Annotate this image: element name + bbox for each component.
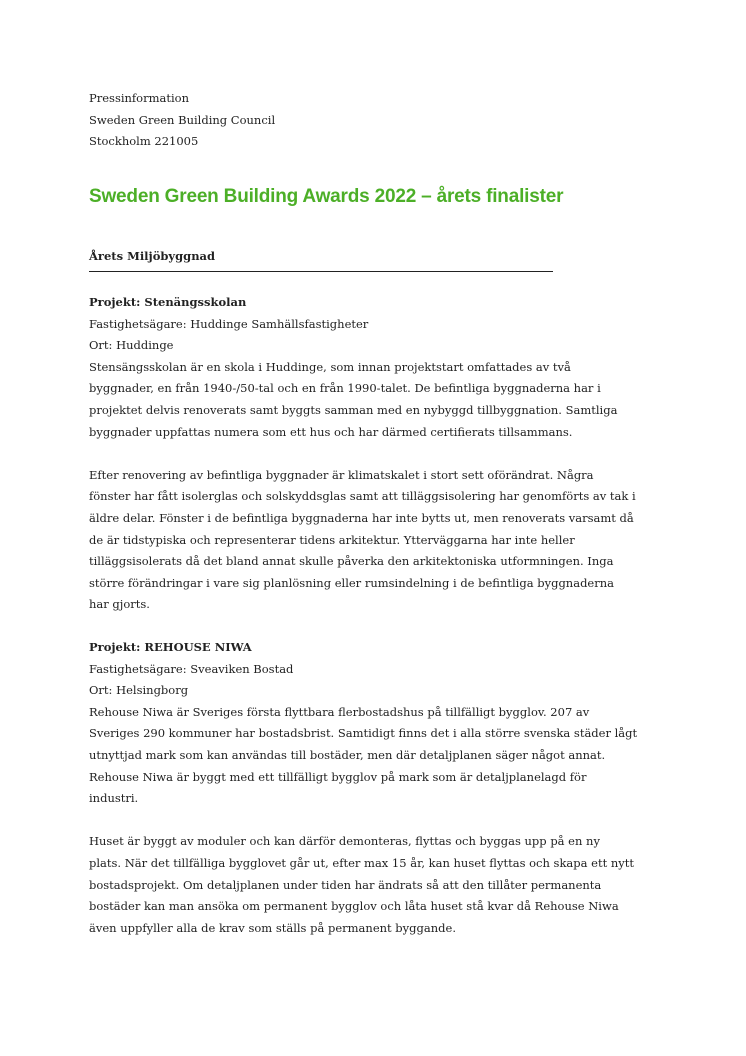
- paragraph-line: industri.: [89, 791, 139, 806]
- paragraph-line: projektet delvis renoverats samt byggts samman med en nybyggd tillbyggnation. Samtliga: [89, 402, 618, 417]
- paragraph-line: fönster har fått isolerglas och solskyddsglas samt att tilläggsisolering har genomförts av tak i: [89, 489, 636, 504]
- paragraph-line: bostadsprojekt. Om detaljplanen under tiden har ändrats så att den tillåter permanenta: [89, 877, 602, 892]
- project-entry: [89, 637, 638, 939]
- header-line-organization: Sweden Green Building Council: [89, 112, 276, 127]
- paragraph-line: större förändringar i vare sig planlösning eller rumsindelning i de befintliga byggnaderna: [89, 575, 615, 590]
- paragraph-line: byggnader, en från 1940-/50-tal och en från 1990-talet. De befintliga byggnaderna har i: [89, 381, 601, 396]
- project-paragraph: [89, 831, 635, 939]
- paragraph-line: har gjorts.: [89, 597, 150, 612]
- paragraph-line: utnyttjad mark som kan användas till bostäder, men där detaljplanen säger något annat.: [89, 747, 606, 762]
- project-name: Projekt: Stenängsskolan: [89, 295, 247, 309]
- project-owner: Fastighetsägare: Sveaviken Bostad: [89, 661, 294, 676]
- paragraph-line: Sveriges 290 kommuner har bostadsbrist. Samtidigt finns det i alla större svenska städer lågt: [89, 726, 638, 741]
- paragraph-line: Rehouse Niwa är byggt med ett tillfälligt bygglov på mark som är detaljplanelagd för: [89, 769, 587, 784]
- project-paragraph: [89, 702, 638, 810]
- paragraph-line: även uppfyller alla de krav som ställs på permanent byggande.: [89, 920, 456, 935]
- paragraph-line: Stensängsskolan är en skola i Huddinge, som innan projektstart omfattades av två: [89, 359, 571, 374]
- paragraph-line: bostäder kan man ansöka om permanent bygglov och låta huset stå kvar då Rehouse Niwa: [89, 899, 619, 914]
- header-line-press-info: Pressinformation: [89, 91, 189, 105]
- section-divider: [89, 271, 553, 272]
- paragraph-line: Efter renovering av befintliga byggnader är klimatskalet i stort sett oförändrat. Några: [89, 467, 594, 482]
- paragraph-line: tilläggsisolerats då det bland annat skulle påverka den arkitektoniska utformningen. Inga: [89, 554, 614, 569]
- project-owner: Fastighetsägare: Huddinge Samhällsfastigheter: [89, 316, 369, 331]
- project-location: Ort: Helsingborg: [89, 683, 189, 698]
- project-name: Projekt: REHOUSE NIWA: [89, 640, 252, 654]
- project-paragraph: [89, 357, 618, 443]
- paragraph-line: äldre delar. Fönster i de befintliga byggnaderna har inte bytts ut, men renoverats varsamt då: [89, 510, 634, 525]
- page-title: Sweden Green Building Awards 2022 – årets finalister: [89, 186, 564, 207]
- paragraph-line: byggnader uppfattas numera som ett hus och har därmed certifierats tillsammans.: [89, 424, 573, 439]
- project-entry: [89, 292, 636, 616]
- paragraph-line: Huset är byggt av moduler och kan därför demonteras, flyttas och byggas upp på en ny: [89, 834, 600, 849]
- section-heading: Årets Miljöbyggnad: [89, 249, 216, 263]
- project-location: Ort: Huddinge: [89, 338, 174, 353]
- press-header: [89, 88, 275, 153]
- paragraph-line: de är tidstypiska och representerar tidens arkitektur. Ytterväggarna har inte heller: [89, 532, 575, 547]
- paragraph-line: Rehouse Niwa är Sveriges första flyttbara flerbostadshus på tillfälligt bygglov. 207 av: [89, 704, 590, 719]
- header-line-place-date: Stockholm 221005: [89, 134, 199, 148]
- project-paragraph: [89, 465, 636, 616]
- paragraph-line: plats. När det tillfälliga bygglovet går ut, efter max 15 år, kan huset flyttas och skapa ett nytt: [89, 855, 635, 870]
